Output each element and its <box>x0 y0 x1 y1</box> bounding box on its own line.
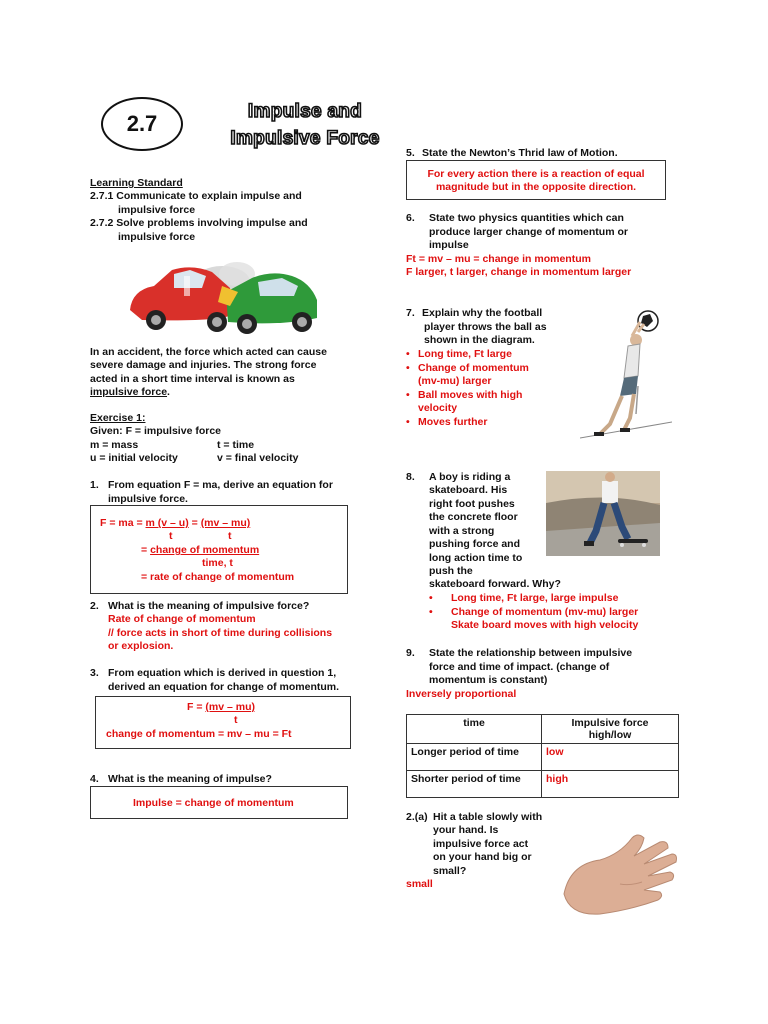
q1-answer-line-3: = rate of change of momentum <box>141 571 295 583</box>
q1-denominator-2: t <box>228 530 232 542</box>
table-row <box>407 744 679 771</box>
q2a-number: 2.(a) <box>406 811 428 823</box>
q8-number: 8. <box>406 471 415 483</box>
q9-line-2: force and time of impact. (change of <box>429 661 610 673</box>
q7-line-3: shown in the diagram. <box>424 334 535 346</box>
q2-answer-1: Rate of change of momentum <box>108 613 256 625</box>
table-row <box>407 771 679 798</box>
table-cell-value: high <box>542 771 679 798</box>
learning-standard-2-cont: impulsive force <box>118 231 196 243</box>
q7-answer-4: • Moves further <box>406 416 529 430</box>
q9-line-1: State the relationship between impulsive <box>429 647 633 659</box>
exercise-m: m = mass <box>90 439 139 451</box>
q2-answer-3: or explosion. <box>108 640 174 652</box>
q2a-line-1: Hit a table slowly with <box>433 811 543 823</box>
learning-standard-2: 2.7.2 Solve problems involving impulse and <box>90 217 308 229</box>
q8-answer-1: • Long time, Ft large, large impulse <box>427 592 638 606</box>
title-line-2: Impulsive Force <box>230 128 380 149</box>
section-number-badge <box>101 97 183 151</box>
exercise-t: t = time <box>217 439 255 451</box>
q7-line-2: player throws the ball as <box>424 321 547 333</box>
q3-line-1: From equation which is derived in question 1, <box>108 667 337 679</box>
title-line-1: Impulse and <box>247 101 363 122</box>
exercise-heading: Exercise 1: <box>90 412 146 424</box>
q7-answer-1: • Long time, Ft large <box>406 348 529 362</box>
q4-answer: Impulse = change of momentum <box>133 797 294 809</box>
car-crash-image <box>122 252 327 342</box>
q2a-line-4: on your hand big or <box>433 851 532 863</box>
q7-line-1: Explain why the football <box>422 307 543 319</box>
hand-image <box>560 824 680 920</box>
q8-line-3: right foot pushes <box>429 498 515 510</box>
q7-answer-3-cont: velocity <box>418 402 458 414</box>
table-header-force: Impulsive force high/low <box>542 715 679 744</box>
q5-answer-box <box>406 160 666 200</box>
intro-line-1: In an accident, the force which acted can cause <box>90 346 327 358</box>
table-header-time: time <box>407 715 542 744</box>
q1-answer-denominator: time, t <box>202 557 233 569</box>
table-cell-value: low <box>542 744 679 771</box>
impulsive-force-term: impulsive force <box>90 386 168 398</box>
q1-line-2: impulsive force. <box>108 493 188 505</box>
q4-number: 4. <box>90 773 99 785</box>
q2a-line-5: small? <box>433 865 467 877</box>
q8-line-7: long action time to <box>429 552 523 564</box>
exercise-u: u = initial velocity <box>90 452 178 464</box>
q3-line-2: derived an equation for change of momentum. <box>108 681 340 693</box>
q6-line-2: produce larger change of momentum or <box>429 226 628 238</box>
q6-answer-1: Ft = mv – mu = change in momentum <box>406 253 591 265</box>
q2a-answer: small <box>406 878 433 890</box>
q7-answer-2-cont: (mv-mu) larger <box>418 375 492 387</box>
q8-line-9: skateboard forward. Why? <box>429 578 561 590</box>
impulsive-force-table <box>406 714 679 798</box>
q8-answer-2: • Change of momentum (mv-mu) larger <box>427 606 638 620</box>
q8-answer-3: Skate board moves with high velocity <box>451 619 639 631</box>
q1-line-1: From equation F = ma, derive an equation for <box>108 479 333 491</box>
q2a-line-2: your hand. Is <box>433 824 499 836</box>
q6-line-3: impulse <box>429 239 469 251</box>
q4-question: What is the meaning of impulse? <box>108 773 272 785</box>
q1-number: 1. <box>90 479 99 491</box>
q2a-line-3: impulsive force act <box>433 838 529 850</box>
q2-number: 2. <box>90 600 99 612</box>
intro-line-2: severe damage and injuries. The strong force <box>90 359 317 371</box>
q8-line-5: with a strong <box>429 525 495 537</box>
q4-answer-box <box>90 786 348 819</box>
q6-line-1: State two physics quantities which can <box>429 212 624 224</box>
q8-line-2: skateboard. His <box>429 484 508 496</box>
q3-number: 3. <box>90 667 99 679</box>
page-title <box>210 98 400 152</box>
q2-answer-2: // force acts in short of time during collisions <box>108 627 333 639</box>
table-header-row <box>407 715 679 744</box>
section-number: 2.7 <box>126 111 158 136</box>
learning-standard-1-cont: impulsive force <box>118 204 196 216</box>
q1-answer-line-1: F = ma = m (v – u) = (mv – mu) <box>100 517 251 529</box>
table-cell-label: Shorter period of time <box>407 771 542 798</box>
q3-answer-line-2: change of momentum = mv – mu = Ft <box>106 728 292 740</box>
q9-line-3: momentum is constant) <box>429 674 548 686</box>
q7-answer-2: • Change of momentum <box>406 362 529 376</box>
q6-number: 6. <box>406 212 415 224</box>
q5-answer-1: For every action there is a reaction of equal <box>427 168 645 180</box>
learning-standard-heading: Learning Standard <box>90 177 183 189</box>
learning-standard-1: 2.7.1 Communicate to explain impulse and <box>90 190 302 202</box>
q7-answer-3: • Ball moves with high <box>406 389 529 403</box>
exercise-v: v = final velocity <box>217 452 299 464</box>
q8-line-8: push the <box>429 565 473 577</box>
q9-number: 9. <box>406 647 415 659</box>
q3-answer-box <box>95 696 351 749</box>
table-cell-label: Longer period of time <box>407 744 542 771</box>
q8-line-6: pushing force and <box>429 538 521 550</box>
q1-answer-box <box>90 505 348 594</box>
intro-line-3: acted in a short time interval is known as <box>90 373 295 385</box>
q5-question: State the Newton’s Thrid law of Motion. <box>422 147 618 159</box>
skateboard-image <box>546 471 660 556</box>
q6-answer-2: F larger, t larger, change in momentum larger <box>406 266 632 278</box>
q1-answer-line-2: = change of momentum <box>141 544 260 556</box>
q7-answer-list <box>406 348 529 429</box>
q1-denominator-1: t <box>169 530 173 542</box>
q9-answer: Inversely proportional <box>406 688 517 700</box>
intro-line-4: impulsive force. <box>90 386 170 398</box>
q8-answer-list <box>427 592 638 633</box>
q7-number: 7. <box>406 307 415 319</box>
q3-answer-denominator: t <box>234 714 238 726</box>
q3-answer-line-1: F = (mv – mu) <box>187 701 255 713</box>
q5-answer-2: magnitude but in the opposite direction. <box>435 181 637 193</box>
q8-line-4: the concrete floor <box>429 511 518 523</box>
q2-question: What is the meaning of impulsive force? <box>108 600 310 612</box>
football-player-image <box>580 306 672 446</box>
q5-number: 5. <box>406 147 415 159</box>
q8-line-1: A boy is riding a <box>429 471 511 483</box>
exercise-given: Given: F = impulsive force <box>90 425 221 437</box>
